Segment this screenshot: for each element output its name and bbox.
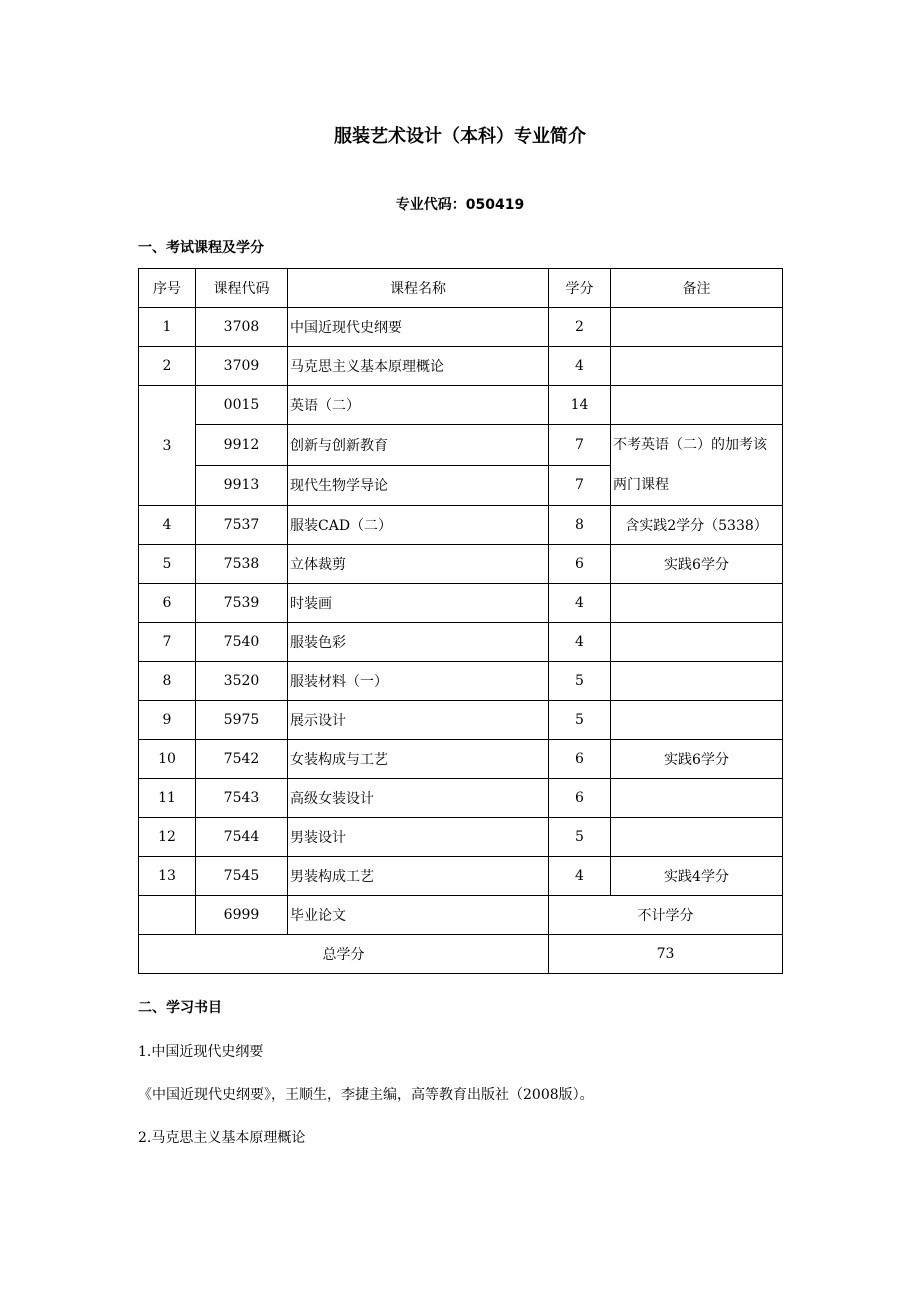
row-no: 10 <box>139 740 196 779</box>
row-no: 3 <box>139 386 196 506</box>
book-item: 2.马克思主义基本原理概论 <box>138 1130 306 1146</box>
row-no: 6 <box>139 584 196 623</box>
course-note: 实践6学分 <box>611 740 783 779</box>
row-no: 11 <box>139 779 196 818</box>
course-code: 7545 <box>196 857 288 896</box>
course-credit: 4 <box>549 623 611 662</box>
course-credit: 5 <box>549 701 611 740</box>
section-heading-courses: 一、考试课程及学分 <box>138 240 264 256</box>
row-no: 8 <box>139 662 196 701</box>
table-row <box>139 347 783 386</box>
course-code: 7543 <box>196 779 288 818</box>
course-note: 含实践2学分（5338） <box>611 506 783 545</box>
course-code: 3708 <box>196 308 288 347</box>
table-row <box>139 818 783 857</box>
row-no: 1 <box>139 308 196 347</box>
course-note <box>611 818 783 857</box>
course-name: 中国近现代史纲要 <box>288 308 549 347</box>
table-total-row <box>139 935 783 974</box>
course-credit: 5 <box>549 662 611 701</box>
course-name: 毕业论文 <box>288 896 549 935</box>
course-code: 7542 <box>196 740 288 779</box>
course-code: 7537 <box>196 506 288 545</box>
course-note <box>611 701 783 740</box>
course-code: 9912 <box>196 425 288 466</box>
course-name: 时装画 <box>288 584 549 623</box>
course-code: 6999 <box>196 896 288 935</box>
row-no: 13 <box>139 857 196 896</box>
course-code: 3520 <box>196 662 288 701</box>
major-code: 专业代码：050419 <box>395 197 525 213</box>
course-name: 男装设计 <box>288 818 549 857</box>
page-title: 服装艺术设计（本科）专业简介 <box>334 126 586 147</box>
total-value: 73 <box>549 935 783 974</box>
section-heading-books: 二、学习书目 <box>138 1000 222 1016</box>
course-note <box>611 308 783 347</box>
row-no: 2 <box>139 347 196 386</box>
course-code: 3709 <box>196 347 288 386</box>
course-name: 服装CAD（二） <box>288 506 549 545</box>
course-name: 英语（二） <box>288 386 549 425</box>
table-row <box>139 623 783 662</box>
header-cell: 学分 <box>549 269 611 308</box>
table-row <box>139 779 783 818</box>
course-note: 实践6学分 <box>611 545 783 584</box>
course-name: 创新与创新教育 <box>288 425 549 466</box>
course-note: 不考英语（二）的加考该两门课程 <box>611 425 783 506</box>
course-name: 展示设计 <box>288 701 549 740</box>
course-code: 7540 <box>196 623 288 662</box>
table-row <box>139 662 783 701</box>
course-code: 0015 <box>196 386 288 425</box>
course-code: 5975 <box>196 701 288 740</box>
course-code: 7539 <box>196 584 288 623</box>
header-cell: 课程名称 <box>288 269 549 308</box>
course-name: 男装构成工艺 <box>288 857 549 896</box>
course-note <box>611 779 783 818</box>
course-credit: 5 <box>549 818 611 857</box>
course-credit: 6 <box>549 740 611 779</box>
course-name: 女装构成与工艺 <box>288 740 549 779</box>
row-no: 12 <box>139 818 196 857</box>
course-name: 现代生物学导论 <box>288 465 549 506</box>
course-credit: 4 <box>549 347 611 386</box>
course-name: 服装材料（一） <box>288 662 549 701</box>
course-credit: 6 <box>549 779 611 818</box>
course-credit: 7 <box>549 465 611 506</box>
course-credit: 14 <box>549 386 611 425</box>
table-row <box>139 857 783 896</box>
course-code: 7538 <box>196 545 288 584</box>
course-note <box>611 623 783 662</box>
header-cell: 课程代码 <box>196 269 288 308</box>
course-name: 高级女装设计 <box>288 779 549 818</box>
row-no: 9 <box>139 701 196 740</box>
table-row <box>139 425 783 466</box>
course-note <box>611 347 783 386</box>
header-cell: 序号 <box>139 269 196 308</box>
course-table <box>138 268 783 974</box>
table-row <box>139 896 783 935</box>
table-row <box>139 740 783 779</box>
row-no: 5 <box>139 545 196 584</box>
course-note <box>611 386 783 425</box>
course-credit: 4 <box>549 584 611 623</box>
course-credit: 7 <box>549 425 611 466</box>
book-item: 《中国近现代史纲要》，王顺生，李捷主编，高等教育出版社（2008版）。 <box>138 1087 594 1103</box>
course-credit: 2 <box>549 308 611 347</box>
total-label: 总学分 <box>139 935 549 974</box>
course-credit: 8 <box>549 506 611 545</box>
course-note <box>611 662 783 701</box>
course-name: 立体裁剪 <box>288 545 549 584</box>
table-header-row <box>139 269 783 308</box>
table-row <box>139 308 783 347</box>
row-no: 7 <box>139 623 196 662</box>
header-cell: 备注 <box>611 269 783 308</box>
course-name: 马克思主义基本原理概论 <box>288 347 549 386</box>
row-no <box>139 896 196 935</box>
table-row <box>139 584 783 623</box>
row-no: 4 <box>139 506 196 545</box>
course-note <box>611 584 783 623</box>
course-credit: 4 <box>549 857 611 896</box>
book-item: 1.中国近现代史纲要 <box>138 1044 264 1060</box>
table-row <box>139 386 783 425</box>
course-code: 7544 <box>196 818 288 857</box>
table-row <box>139 506 783 545</box>
course-credit: 不计学分 <box>549 896 783 935</box>
course-code: 9913 <box>196 465 288 506</box>
course-credit: 6 <box>549 545 611 584</box>
course-note: 实践4学分 <box>611 857 783 896</box>
table-row <box>139 701 783 740</box>
table-row <box>139 545 783 584</box>
course-name: 服装色彩 <box>288 623 549 662</box>
